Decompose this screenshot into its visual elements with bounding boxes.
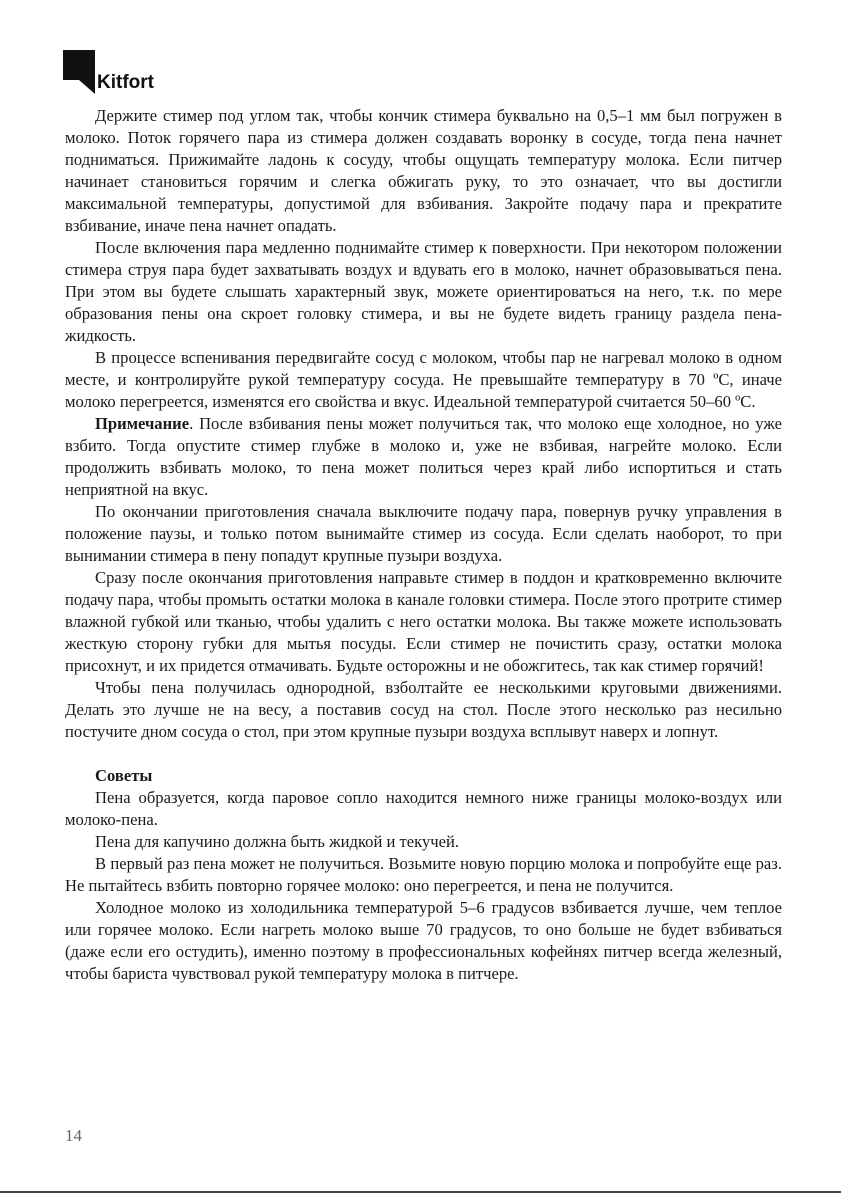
paragraph: Чтобы пена получилась однородной, взболтайте ее несколькими круговыми движениями. Делать это лучше не на весу, а поставив сосуд на стол. После этого несколько раз несильно постучите дном сосуда о стол, при этом крупные пузыри воздуха всплывут наверх и лопнут. — [65, 678, 782, 741]
kitfort-logo-icon — [63, 50, 95, 94]
note-label: Примечание — [95, 414, 190, 433]
tip-item: Пена для капучино должна быть жидкой и текучей. — [95, 832, 459, 851]
page-number: 14 — [65, 1126, 82, 1145]
tip-item: Холодное молоко из холодильника температурой 5–6 градусов взбивается лучше, чем теплое или горячее молоко. Если нагреть молоко выше 70 градусов, то оно больше не будет взбиваться (даже если его остудить), именно поэтому в профессиональных кофейнях питчер всегда железный, чтобы бариста чувствовал рукой температуру молока в питчере. — [65, 898, 782, 983]
tips-heading: Советы — [95, 766, 153, 785]
brand-name: Kitfort — [97, 72, 154, 93]
paragraph: Держите стимер под углом так, чтобы кончик стимера буквально на 0,5–1 мм был погружен в молоко. Поток горячего пара из стимера должен создавать воронку в сосуде, тогда пена начнет подниматься. Прижимайте ладонь к сосуду, чтобы ощущать температуру молока. Если питчер начинает становиться горячим и слегка обжигать руку, то это означает, что вы достигли максимальной температуры, допустимой для взбивания. Закройте подачу пара и прекратите взбивание, иначе пена начнет опадать. — [65, 106, 782, 235]
note-paragraph — [65, 413, 782, 501]
brand-header — [63, 50, 154, 94]
paragraph: Сразу после окончания приготовления направьте стимер в поддон и кратковременно включите подачу пара, чтобы промыть остатки молока в канале головки стимера. После этого протрите стимер влажной губкой или тканью, чтобы удалить с него остатки молока. Вы также можете использовать жесткую сторону губки для мытья посуды. Если стимер не почистить сразу, остатки молока присохнут, и их придется отмачивать. Будьте осторожны и не обожгитесь, так как стимер горячий! — [65, 568, 782, 675]
paragraph: В процессе вспенивания передвигайте сосуд с молоком, чтобы пар не нагревал молоко в одном месте, и контролируйте рукой температуру сосуда. Не превышайте температуру в 70 ºС, иначе молоко перегреется, изменятся его свойства и вкус. Идеальной температурой считается 50–60 ºС. — [65, 348, 782, 411]
paragraph: По окончании приготовления сначала выключите подачу пара, повернув ручку управления в положение паузы, и только потом вынимайте стимер из сосуда. Если сделать наоборот, то при вынимании стимера в пену попадут крупные пузыри воздуха. — [65, 502, 782, 565]
tip-item: В первый раз пена может не получиться. Возьмите новую порцию молока и попробуйте еще раз. Не пытайтесь взбить повторно горячее молоко: оно перегреется, и пена не получится. — [65, 854, 782, 895]
note-text: . После взбивания пены может получиться так, что молоко еще холодное, но уже взбито. Тогда опустите стимер глубже в молоко и, уже не взбивая, нагрейте молоко. Если продолжить взбивать молоко, то пена может политься через край либо испортиться и стать неприятной на вкус. — [65, 414, 782, 499]
paragraph: После включения пара медленно поднимайте стимер к поверхности. При некотором положении стимера струя пара будет захватывать воздух и вдувать его в молоко, начнет образовываться пена. При этом вы будете слышать характерный звук, можете ориентироваться на него, т.к. по мере образования пены она скроет головку стимера, и вы не будете видеть границу раздела пена-жидкость. — [65, 238, 782, 345]
tip-item: Пена образуется, когда паровое сопло находится немного ниже границы молоко-воздух или молоко-пена. — [65, 788, 782, 829]
page-content — [65, 105, 782, 985]
